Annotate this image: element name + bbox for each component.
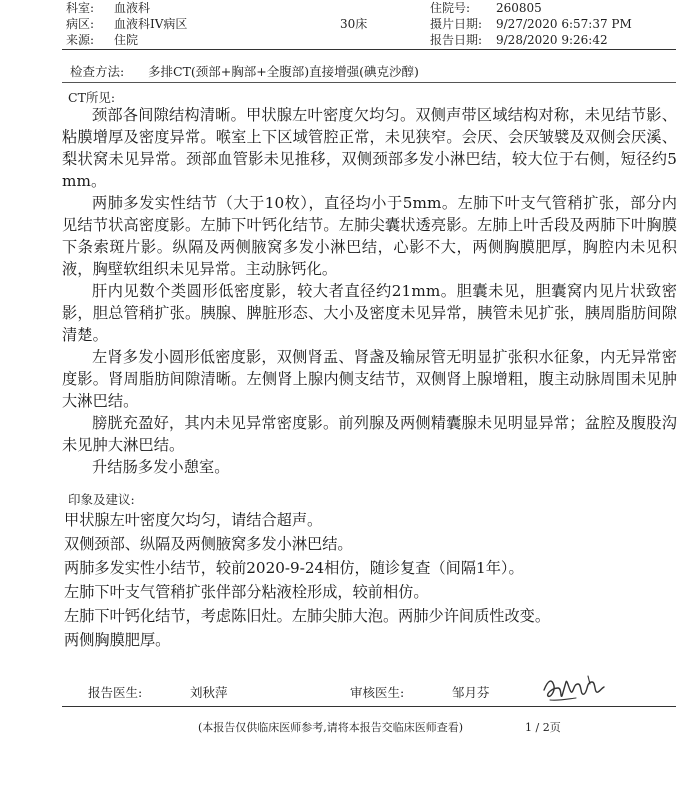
ward-label: 病区: <box>66 17 95 31</box>
report-date-value: 9/28/2020 9:26:42 <box>496 33 608 47</box>
header-divider <box>62 49 676 50</box>
footer-note: (本报告仅供临床医师参考,请将本报告交临床医师查看) <box>198 721 464 734</box>
hospital-no-label: 住院号: <box>430 1 471 15</box>
hospital-no-value: 260805 <box>496 1 542 15</box>
findings-label: CT所见: <box>68 90 116 105</box>
bed-value: 30床 <box>340 17 368 31</box>
source-label: 来源: <box>66 33 95 47</box>
findings-paragraph-neck: 颈部各间隙结构清晰。甲状腺左叶密度欠均匀。双侧声带区域结构对称，未见结节影、粘膜增厚及密度异常。喉室上下区域管腔正常，未见狭窄。会厌、会厌皱襞及双侧会厌溪、梨状窝未见异常。颈部血管影未见推移，双侧颈部多发小淋巴结，较大位于右侧，短径约5mm。 <box>62 106 677 190</box>
reviewer-name: 邹月芬 <box>452 685 490 700</box>
impression-line: 左肺下叶钙化结节，考虑陈旧灶。左肺尖肺大泡。两肺少许间质性改变。 <box>64 607 550 625</box>
department-label: 科室: <box>66 1 95 15</box>
impression-line: 两肺多发实性小结节，较前2020-9-24相仿，随诊复查（间隔1年）。 <box>64 559 524 577</box>
impression-line: 左肺下叶支气管稍扩张伴部分粘液栓形成，较前相仿。 <box>64 583 429 601</box>
impression-line: 双侧颈部、纵隔及两侧腋窝多发小淋巴结。 <box>64 535 353 553</box>
impression-line: 甲状腺左叶密度欠均匀，请结合超声。 <box>64 511 323 529</box>
exam-method-label: 检查方法: <box>70 64 125 79</box>
report-date-label: 报告日期: <box>430 33 483 47</box>
handwritten-signature-icon <box>540 672 608 704</box>
findings-paragraph-liver: 肝内见数个类圆形低密度影，较大者直径约21mm。胆囊未见，胆囊窝内见片状致密影，胆总管稍扩张。胰腺、脾脏形态、大小及密度未见异常，胰管未见扩张，胰周脂肪间隙清楚。 <box>62 282 677 344</box>
findings-paragraph-kidney: 左肾多发小圆形低密度影，双侧肾盂、肾盏及输尿管无明显扩张积水征象，内无异常密度影。肾周脂肪间隙清晰。左侧肾上腺内侧支结节，双侧肾上腺增粗，腹主动脉周围未见肿大淋巴结。 <box>62 348 677 410</box>
impression-label: 印象及建议: <box>68 492 135 507</box>
source-value: 住院 <box>114 33 139 47</box>
reporter-label: 报告医生: <box>88 685 143 700</box>
ward-value: 血液科IV病区 <box>114 17 188 31</box>
exam-method-value: 多排CT(颈部+胸部+全腹部)直接增强(碘克沙醇) <box>148 64 419 79</box>
reporter-name: 刘秋萍 <box>190 685 228 700</box>
findings-paragraph-colon: 升结肠多发小憩室。 <box>92 458 230 476</box>
findings-paragraph-pelvis: 膀胱充盈好，其内未见异常密度影。前列腺及两侧精囊腺未见明显异常；盆腔及腹股沟未见肿大淋巴结。 <box>62 414 677 454</box>
exam-divider <box>62 82 676 83</box>
film-date-label: 摄片日期: <box>430 17 483 31</box>
footer-divider <box>62 706 676 707</box>
reviewer-label: 审核医生: <box>350 685 405 700</box>
findings-paragraph-chest: 两肺多发实性结节（大于10枚），直径均小于5mm。左肺下叶支气管稍扩张，部分内见结节状高密度影。左肺下叶钙化结节。左肺尖囊状透亮影。左肺上叶舌段及两肺下叶胸膜下条索斑片影。纵隔及两侧腋窝多发小淋巴结，心影不大，两侧胸膜肥厚，胸腔内未见积液，胸壁软组织未见异常。主动脉钙化。 <box>62 194 677 278</box>
department-value: 血液科 <box>114 1 151 15</box>
impression-line: 两侧胸膜肥厚。 <box>64 631 171 649</box>
page-number: 1 / 2页 <box>525 721 561 734</box>
film-date-value: 9/27/2020 6:57:37 PM <box>496 17 632 31</box>
